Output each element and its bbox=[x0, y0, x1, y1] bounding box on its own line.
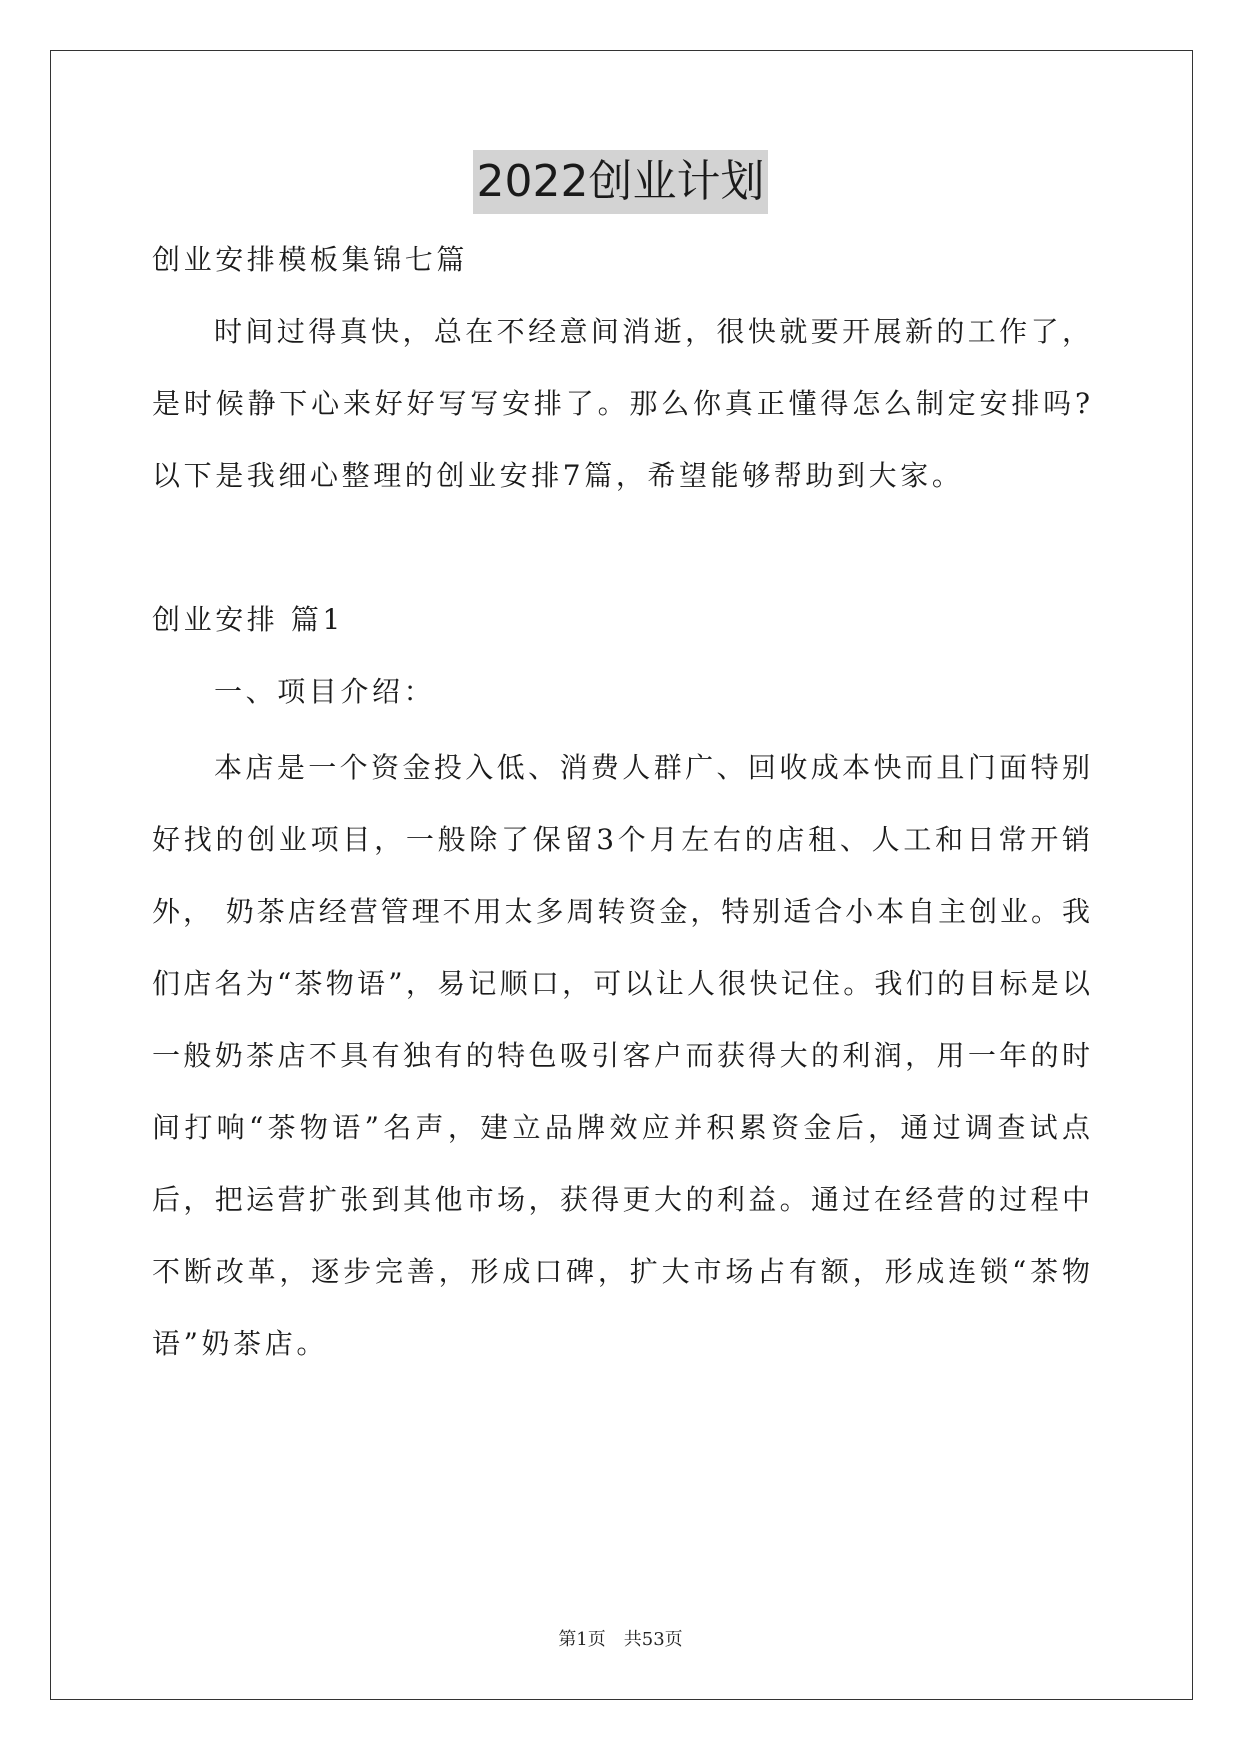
body-line: 后，把运营扩张到其他市场，获得更大的利益。通过在经营的过程中 bbox=[152, 1183, 1090, 1216]
title-container bbox=[0, 150, 1241, 214]
body-line: 好找的创业项目，一般除了保留3个月左右的店租、人工和日常开销 bbox=[152, 823, 1090, 856]
section-heading: 创业安排 篇1 bbox=[152, 603, 344, 636]
body-line: 们店名为“茶物语”，易记顺口，可以让人很快记住。我们的目标是以 bbox=[152, 967, 1090, 1000]
page-number-footer: 第1页 共53页 bbox=[558, 1629, 683, 1650]
intro-line: 是时候静下心来好好写写安排了。那么你真正懂得怎么制定安排吗? bbox=[152, 387, 1090, 420]
body-line: 外， 奶茶店经营管理不用太多周转资金，特别适合小本自主创业。我 bbox=[152, 895, 1090, 928]
document-subtitle: 创业安排模板集锦七篇 bbox=[152, 243, 469, 276]
subsection-heading: 一、项目介绍： bbox=[214, 675, 436, 708]
document-title: 2022创业计划 bbox=[473, 150, 769, 214]
body-line: 间打响“茶物语”名声，建立品牌效应并积累资金后，通过调查试点 bbox=[152, 1111, 1090, 1144]
body-line: 一般奶茶店不具有独有的特色吸引客户而获得大的利润，用一年的时 bbox=[152, 1039, 1090, 1072]
body-line: 不断改革，逐步完善，形成口碑，扩大市场占有额，形成连锁“茶物 bbox=[152, 1255, 1090, 1288]
body-line: 语”奶茶店。 bbox=[152, 1327, 328, 1360]
body-line: 本店是一个资金投入低、消费人群广、回收成本快而且门面特别 bbox=[214, 751, 1090, 784]
page-border bbox=[50, 50, 1193, 1700]
intro-line: 以下是我细心整理的创业安排7篇，希望能够帮助到大家。 bbox=[152, 459, 964, 492]
intro-line: 时间过得真快，总在不经意间消逝，很快就要开展新的工作了， bbox=[214, 315, 1090, 348]
